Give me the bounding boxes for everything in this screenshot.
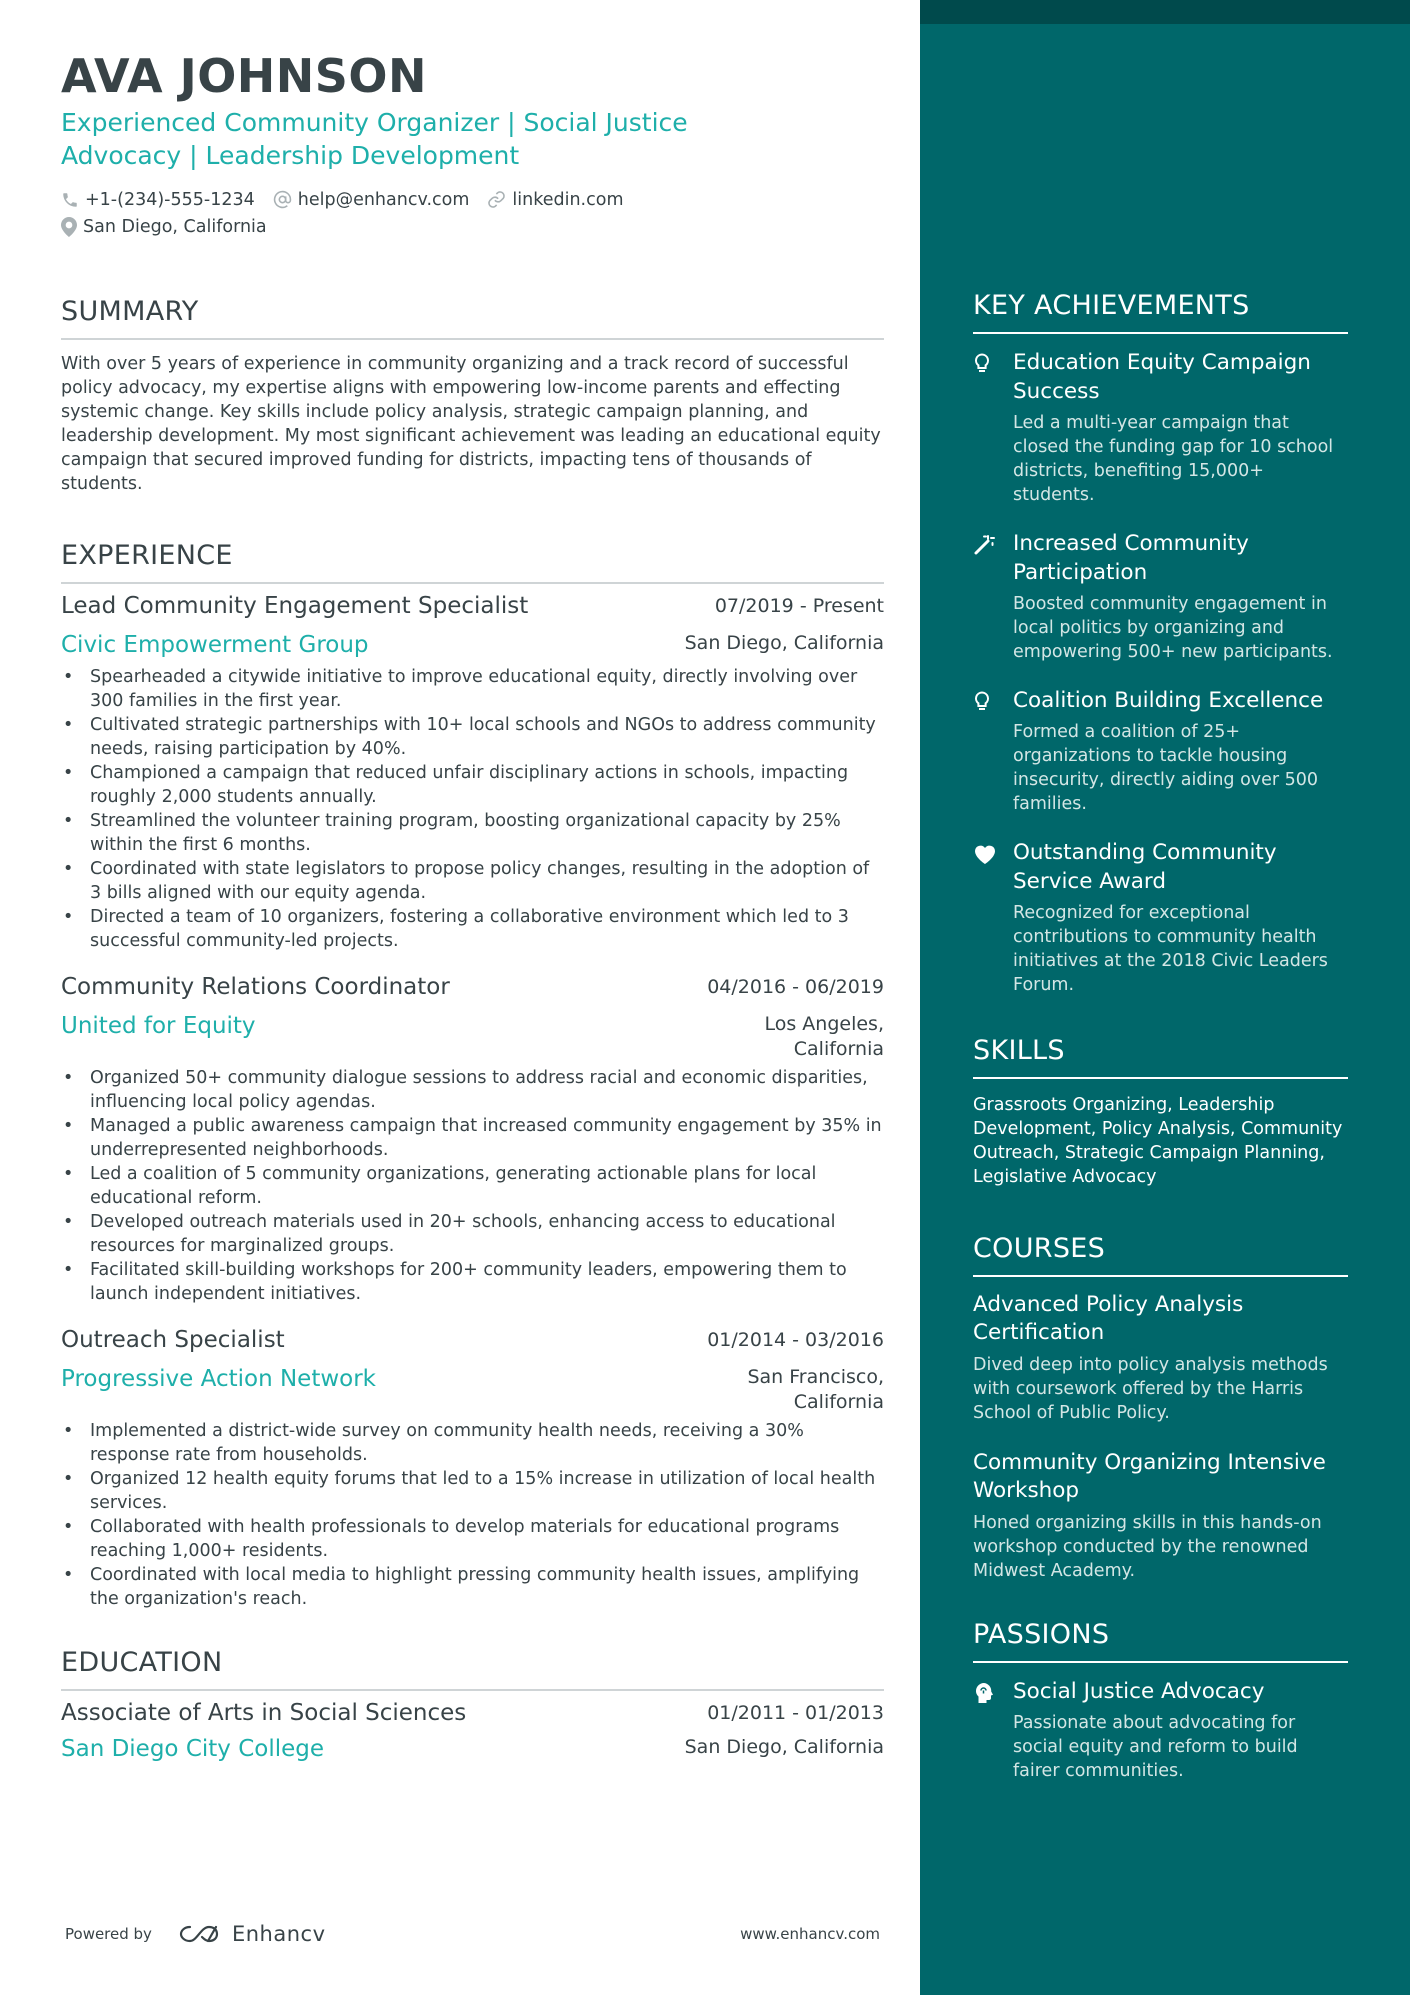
- phone-number: +1-(234)-555-1234: [85, 189, 255, 210]
- education-section: [61, 1647, 884, 1765]
- courses-heading: COURSES: [973, 1233, 1348, 1277]
- course-item: [973, 1449, 1348, 1583]
- school-location: San Diego, California: [684, 1736, 884, 1758]
- job-entry: [61, 971, 884, 1306]
- job-title: Outreach Specialist: [61, 1327, 285, 1353]
- job-company: Civic Empowerment Group: [61, 632, 369, 658]
- headline: [61, 106, 741, 172]
- brand-name: Enhancv: [231, 1922, 326, 1946]
- skills-heading: SKILLS: [973, 1035, 1348, 1079]
- footer: [65, 1922, 880, 1946]
- bullet-item: • Led a coalition of 5 community organizations, generating actionable plans for local educational reform.: [61, 1162, 884, 1210]
- candidate-name: AVA JOHNSON: [61, 49, 428, 103]
- achievements-section: [973, 290, 1348, 997]
- job-title: Lead Community Engagement Specialist: [61, 593, 529, 619]
- passion-description: Passionate about advocating for social equity and reform to build fairer communities.: [1013, 1713, 1298, 1781]
- headline-line-1: Experienced Community Organizer | Social Justice: [61, 108, 688, 137]
- passion-title: Social Justice Advocacy: [1013, 1679, 1265, 1704]
- job-bullets: [61, 1419, 884, 1611]
- course-title: Community Organizing Intensive Workshop: [973, 1450, 1326, 1503]
- bullet-item: • Spearheaded a citywide initiative to improve educational equity, directly involving over 300 families in the first year.: [61, 665, 884, 713]
- course-description: Dived deep into policy analysis methods with coursework offered by the Harris School of Public Policy.: [973, 1355, 1328, 1423]
- achievement-description: Boosted community engagement in local politics by organizing and empowering 500+ new participants.: [1013, 594, 1333, 662]
- achievements-heading: KEY ACHIEVEMENTS: [973, 290, 1348, 334]
- location-text: San Diego, California: [83, 216, 267, 237]
- job-location-line-2: California: [793, 1038, 884, 1060]
- job-entry: [61, 590, 884, 953]
- lightbulb-icon: [973, 691, 991, 713]
- phone-contact[interactable]: [61, 190, 255, 210]
- job-company: Progressive Action Network: [61, 1366, 376, 1392]
- job-dates: 04/2016 - 06/2019: [707, 976, 884, 998]
- skills-list: Grassroots Organizing, Leadership Development, Policy Analysis, Community Outreach, Strategic Campaign Planning, Legislative Advocacy: [973, 1095, 1343, 1187]
- summary-text: With over 5 years of experience in community organizing and a track record of successful policy advocacy, my expertise aligns with empowering low-income parents and effecting systemic change. Key skills include policy analysis, strategic campaign planning, and leadership development. My most significant achievement was leading an educational equity campaign that secured improved funding for districts, impacting tens of thousands of students.: [61, 354, 881, 494]
- bullet-item: • Organized 12 health equity forums that led to a 15% increase in utilization of local health services.: [61, 1467, 884, 1515]
- achievement-title: Outstanding Community Service Award: [1013, 840, 1277, 894]
- phone-icon: [61, 191, 79, 209]
- job-location-line-1: Los Angeles,: [764, 1013, 884, 1035]
- bullet-item: • Implemented a district-wide survey on community health needs, receiving a 30% response rate from households.: [61, 1419, 884, 1467]
- achievement-item: [973, 838, 1348, 997]
- location-pin-icon: [61, 217, 77, 237]
- experience-section: [61, 540, 884, 1611]
- courses-section: [973, 1233, 1348, 1583]
- degree-title: Associate of Arts in Social Sciences: [61, 1700, 467, 1726]
- education-dates: 01/2011 - 01/2013: [707, 1702, 884, 1724]
- link-icon: [487, 190, 506, 209]
- achievement-item: [973, 348, 1348, 507]
- magic-wand-icon: [973, 534, 995, 556]
- course-title: Advanced Policy Analysis Certification: [973, 1292, 1244, 1345]
- passions-heading: PASSIONS: [973, 1619, 1348, 1663]
- achievement-item: [973, 529, 1348, 664]
- job-location: [747, 1365, 884, 1415]
- course-description: Honed organizing skills in this hands-on workshop conducted by the renowned Midwest Academy.: [973, 1513, 1322, 1581]
- enhancv-logo-icon: [178, 1923, 224, 1945]
- location-contact: [61, 217, 267, 237]
- job-company: United for Equity: [61, 1013, 256, 1039]
- headline-line-2: Advocacy | Leadership Development: [61, 141, 520, 170]
- job-dates: 01/2014 - 03/2016: [707, 1329, 884, 1351]
- job-bullets: [61, 1066, 884, 1306]
- heart-icon: [973, 843, 997, 864]
- brain-head-icon: [973, 1682, 995, 1704]
- achievement-title: Education Equity Campaign Success: [1013, 350, 1311, 404]
- achievement-description: Formed a coalition of 25+ organizations to tackle housing insecurity, directly aiding over 500 families.: [1013, 722, 1319, 814]
- experience-heading: EXPERIENCE: [61, 540, 884, 584]
- website-link[interactable]: www.enhancv.com: [740, 1925, 880, 1943]
- bullet-item: • Coordinated with local media to highlight pressing community health issues, amplifying the organization's reach.: [61, 1563, 884, 1611]
- job-location-line-2: California: [793, 1391, 884, 1413]
- passions-section: [973, 1619, 1348, 1783]
- bullet-item: • Directed a team of 10 organizers, fostering a collaborative environment which led to 3 successful community-led projects.: [61, 905, 884, 953]
- at-sign-icon: [273, 190, 292, 209]
- bullet-item: • Championed a campaign that reduced unfair disciplinary actions in schools, impacting roughly 2,000 students annually.: [61, 761, 884, 809]
- main-column: [61, 48, 884, 1765]
- sidebar-content: [973, 290, 1348, 1827]
- job-dates: 07/2019 - Present: [714, 595, 884, 617]
- linkedin-contact[interactable]: [487, 190, 623, 210]
- sidebar-top-band: [920, 0, 1410, 24]
- job-entry: [61, 1324, 884, 1611]
- bullet-item: • Collaborated with health professionals to develop materials for educational programs reaching 1,000+ residents.: [61, 1515, 884, 1563]
- summary-heading: SUMMARY: [61, 296, 884, 340]
- job-bullets: [61, 665, 884, 953]
- bullet-item: • Organized 50+ community dialogue sessions to address racial and economic disparities, influencing local policy agendas.: [61, 1066, 884, 1114]
- lightbulb-icon: [973, 353, 991, 375]
- job-location-line-1: San Francisco,: [747, 1366, 884, 1388]
- bullet-item: • Cultivated strategic partnerships with 10+ local schools and NGOs to address community needs, raising participation by 40%.: [61, 713, 884, 761]
- email-contact[interactable]: [273, 190, 470, 210]
- job-title: Community Relations Coordinator: [61, 974, 450, 1000]
- achievement-description: Recognized for exceptional contributions to community health initiatives at the 2018 Civic Leaders Forum.: [1013, 903, 1328, 995]
- bullet-item: • Developed outreach materials used in 20+ schools, enhancing access to educational resources for marginalized groups.: [61, 1210, 884, 1258]
- bullet-item: • Facilitated skill-building workshops for 200+ community leaders, empowering them to launch independent initiatives.: [61, 1258, 884, 1306]
- bullet-item: • Streamlined the volunteer training program, boosting organizational capacity by 25% within the first 6 months.: [61, 809, 884, 857]
- passion-item: [973, 1677, 1348, 1783]
- summary-section: [61, 296, 884, 496]
- skills-section: [973, 1035, 1348, 1189]
- job-location: [764, 1012, 884, 1062]
- powered-by[interactable]: [65, 1922, 326, 1946]
- achievement-description: Led a multi-year campaign that closed the funding gap for 10 school districts, benefiting 15,000+ students.: [1013, 413, 1334, 505]
- sidebar: [920, 0, 1410, 1995]
- education-heading: EDUCATION: [61, 1647, 884, 1691]
- achievement-item: [973, 686, 1348, 816]
- bullet-item: • Coordinated with state legislators to propose policy changes, resulting in the adoption of 3 bills aligned with our equity agenda.: [61, 857, 884, 905]
- bullet-item: • Managed a public awareness campaign that increased community engagement by 35% in underrepresented neighborhoods.: [61, 1114, 884, 1162]
- achievement-title: Coalition Building Excellence: [1013, 688, 1324, 713]
- contact-info: [61, 186, 884, 240]
- powered-by-label: Powered by: [65, 1925, 152, 1943]
- email-address: help@enhancv.com: [297, 189, 470, 210]
- linkedin-link: linkedin.com: [512, 189, 624, 210]
- job-location: San Diego, California: [684, 632, 884, 654]
- achievement-title: Increased Community Participation: [1013, 531, 1249, 585]
- school-name: San Diego City College: [61, 1736, 325, 1762]
- course-item: [973, 1291, 1348, 1425]
